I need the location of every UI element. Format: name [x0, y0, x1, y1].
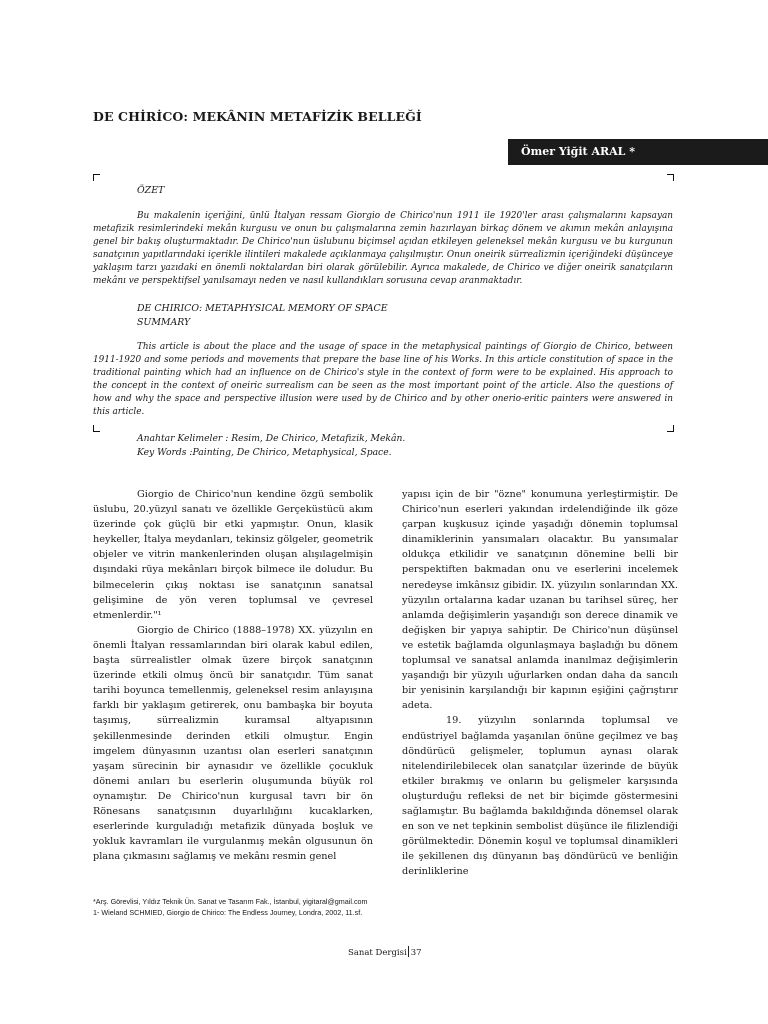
abstract-en-summary-label: SUMMARY: [137, 316, 191, 328]
paragraph: Giorgio de Chirico (1888–1978) XX. yüzyılın en önemli İtalyan ressamlarından biri olarak kabul edilen, başta sürrealistler olmak üzere birçok sanatçının üzerinde etkili olmuş öncü bir sanatçıdır. Tüm sanat tarihi boyunca temellenmiş, geleneksel resim anlayışına farklı bir yaklaşım getirerek, onu bambaşka bir boyuta taşımış, sürrealizmin kuramsal altyapısının şekillenmesinde derinden etkili olmuştur. Engin imgelem dünyasının uzantısı olan eserleri sanatçının yaşam sürecinin bir aynasıdır ve özellikle çocukluk dönemi anıları bu eserlerin oluşumunda büyük rol oynamıştır. De Chirico'nun kurgusal tavrı bir ön Rönesans sanatçısının duyarlılığını kucaklarken, eserlerinde kurguladığı metafizik dünyada boşluk ve yokluk kavramları ile vurgulanmış mekân olgusunun ön plana çıkmasını sağlamış ve mekânı resmin genel: [93, 624, 373, 863]
body-column-left: [93, 487, 373, 864]
footnotes: [93, 896, 653, 918]
corner-mark-bottom-right: [667, 425, 674, 432]
keywords-tr: Anahtar Kelimeler : Resim, De Chirico, Metafizik, Mekân.: [137, 433, 406, 444]
page-footer: [348, 946, 422, 958]
article-title: DE CHİRİCO: MEKÂNIN METAFİZİK BELLEĞİ: [93, 109, 422, 124]
keywords: [137, 432, 637, 460]
corner-mark-top-left: [93, 174, 100, 181]
abstract-tr-text: Bu makalenin içeriğini, ünlü İtalyan ressam Giorgio de Chirico'nun 1911 ile 1920'ler arası çalışmalarını kapsayan metafizik resimlerindeki mekân kurgusu ve onun bu çalışmalarına zemin hazırlayan birkaç dönem ve akımın mekân anlayışına genel bir bakış oluşturmaktadır. De Chirico'nun üslubunu biçimsel açıdan etkileyen geleneksel mekân kurgusu ve bu kurgunun sanatçının yapıtlarındaki içerikle ilintileri makalede açıklanmaya çalışılmıştır. Onun oneirik sürrealizmin içeriğindeki düşünceye yaklaşım tarzı yazıdaki en önemli noktalardan biri olarak görülebilir. Ayrıca makalede, de Chirico ve diğer oneirik sanatçıların mekânı ve perspektifsel yanılsamayı neden ve nasıl kullandıkları sorusuna cevap aranmaktadır.: [93, 211, 673, 286]
author-bar: [508, 139, 768, 165]
keywords-en: Key Words :Painting, De Chirico, Metaphysical, Space.: [137, 447, 392, 458]
footer-divider: [408, 946, 409, 957]
footnote-1: 1- Wieland SCHMIED, Giorgio de Chirico: The Endless Journey, Londra, 2002, 11.sf.: [93, 908, 363, 917]
abstract-en-body: [93, 341, 673, 419]
body-column-right: [402, 487, 678, 879]
abstract-en-title: DE CHIRICO: METAPHYSICAL MEMORY OF SPACE: [137, 303, 388, 314]
corner-mark-bottom-left: [93, 425, 100, 432]
abstract-tr-body: [93, 210, 673, 288]
paragraph: yapısı için de bir "özne" konumuna yerleştirmiştir. De Chirico'nun eserleri yakından irdelendiğinde ilk göze çarpan kuşkusuz içinde yaşadığı dönemin toplumsal dinamiklerinin yansımaları olacaktır. Bu yansımalar oldukça etkilidir ve sanatçının dönemine belli bir perspektiften bakmadan onu ve eserlerini incelemek neredeyse imkânsız gibidir. IX. yüzyılın sonlarından XX. yüzyılın ortalarına kadar uzanan bu tarihsel süreç, her anlamda değişimlerin yaşandığı son derece dinamik ve değişken bir yapıya sahiptir. De Chirico'nun düşünsel ve estetik bağlamda olgunlaşmaya başladığı bu dönem toplumsal ve sanatsal anlamda inanılmaz değişimlerin yaşandığı bir yüzyılı uğurlarken ondan daha da sancılı bir yenisinin karşılandığı bir kapının eşiğini çağrıştırır adeta.: [402, 489, 678, 712]
footnote-author-affiliation: *Arş. Görevlisi, Yıldız Teknik Ün. Sanat ve Tasarım Fak., İstanbul, yigitaral@gmail.com: [93, 897, 368, 906]
page-number: 37: [410, 948, 422, 958]
corner-mark-top-right: [667, 174, 674, 181]
abstract-en-text: This article is about the place and the usage of space in the metaphysical paintings of Giorgio de Chirico, between 1911-1920 and some periods and movements that prepare the base line of his Works. In this article constitution of space in the traditional painting which had an influence on de Chirico's style in the context of form were to be explained. His approach to the concept in the context of oneiric surrealism can be seen as the most important point of the article. Also the questions of how and why the space and perspective illusion were used by de Chirico and by other onerio-eritic painters were answered in this article.: [93, 342, 673, 417]
author-name: Ömer Yiğit ARAL *: [521, 145, 635, 158]
abstract-en-heading: [137, 302, 717, 329]
journal-name: Sanat Dergisi: [348, 948, 407, 958]
paragraph: 19. yüzyılın sonlarında toplumsal ve endüstriyel bağlamda yaşanılan önüne geçilmez ve baş döndürücü gelişmeler, toplumun aynası olarak nitelendirilebilecek olan sanatçılar üzerinde de büyük etkiler bırakmış ve onların bu gelişmeler karşısında oluşturduğu refleksi de net bir biçimde göstermesini sağlamıştır. Bu bağlamda bakıldığında dönemsel olarak en son ve net tepkinin sembolist düşünce ile filizlendiği görülmektedir. Dönemin koşul ve toplumsal dinamikleri ile şekillenen dış dünyanın baş döndürücü ve benliğin derinliklerine: [402, 715, 678, 878]
paragraph: Giorgio de Chirico'nun kendine özgü sembolik üslubu, 20.yüzyıl sanatı ve özellikle Gerçeküstücü akım üzerinde çok güçlü bir etki yapmıştır. Onun, klasik heykeller, İtalya meydanları, tekinsiz gölgeler, geometrik objeler ve vitrin mankenlerinden oluşan alışılagelmişin dışındaki rüya mekânları birçok bilmece ile doludur. Bu bilmecelerin çıkış noktası ise sanatçının sanatsal gelişimine de yön veren toplumsal ve çevresel etmenlerdir."¹: [93, 489, 373, 621]
abstract-tr-heading: ÖZET: [137, 185, 165, 196]
